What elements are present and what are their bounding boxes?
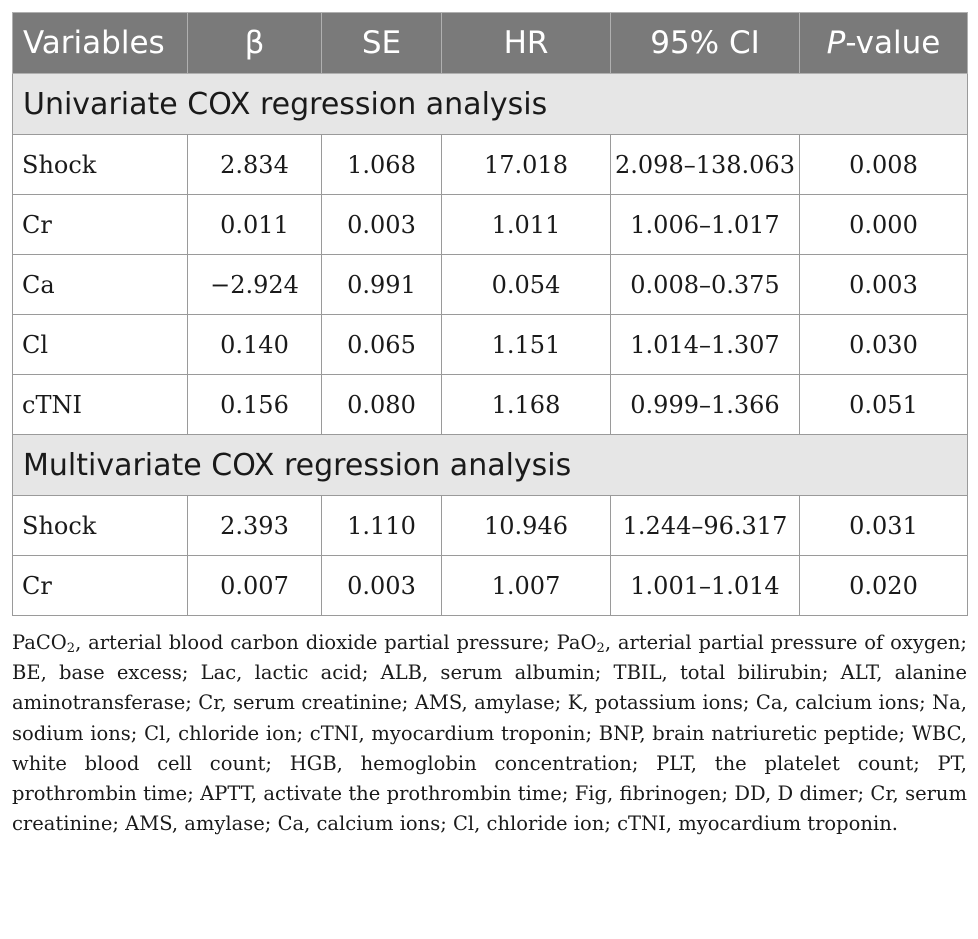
- section-row-multivariate: [13, 435, 968, 496]
- cell-ci: 0.999–1.366: [611, 375, 800, 435]
- footnote-subscript: 2: [66, 641, 76, 656]
- cell-p-value: 0.008: [800, 135, 968, 195]
- cell-hr: 1.011: [442, 195, 611, 255]
- cell-p-value: 0.030: [800, 315, 968, 375]
- cell-variable: Cl: [13, 315, 188, 375]
- section-title-multivariate: Multivariate COX regression analysis: [13, 435, 968, 496]
- cell-hr: 1.151: [442, 315, 611, 375]
- cell-variable: Ca: [13, 255, 188, 315]
- cell-se: 0.065: [322, 315, 442, 375]
- cell-variable: Cr: [13, 556, 188, 616]
- cell-p-value: 0.000: [800, 195, 968, 255]
- cell-p-value: 0.031: [800, 496, 968, 556]
- header-se: SE: [322, 13, 442, 74]
- cell-se: 1.110: [322, 496, 442, 556]
- cell-se: 0.991: [322, 255, 442, 315]
- cell-se: 1.068: [322, 135, 442, 195]
- table-row: [13, 135, 968, 195]
- section-row-univariate: [13, 74, 968, 135]
- cell-ci: 1.244–96.317: [611, 496, 800, 556]
- cell-beta: 0.011: [188, 195, 322, 255]
- cell-beta: −2.924: [188, 255, 322, 315]
- header-hr: HR: [442, 13, 611, 74]
- cell-se: 0.003: [322, 195, 442, 255]
- cell-se: 0.003: [322, 556, 442, 616]
- table-row: [13, 255, 968, 315]
- cell-variable: Shock: [13, 496, 188, 556]
- table-row: [13, 375, 968, 435]
- table-row: [13, 556, 968, 616]
- footnote-text: , arterial blood carbon dioxide partial pressure; PaO: [75, 631, 597, 654]
- footnote-paco: PaCO: [12, 631, 67, 654]
- cox-regression-table-container: [12, 12, 967, 859]
- table-row: [13, 496, 968, 556]
- cell-beta: 0.140: [188, 315, 322, 375]
- cell-variable: Shock: [13, 135, 188, 195]
- section-title-univariate: Univariate COX regression analysis: [13, 74, 968, 135]
- cell-p-value: 0.020: [800, 556, 968, 616]
- cell-ci: 1.014–1.307: [611, 315, 800, 375]
- cox-regression-table: [12, 12, 968, 616]
- table-row: [13, 315, 968, 375]
- footnote-text: , arterial partial pressure of oxygen; BE, base excess; Lac, lactic acid; ALB, serum albumin; TBIL, total bilirubin; ALT, alanine aminotransferase; Cr, serum creatinine; AMS, amylase; K, potassium ions; Ca, calcium ions; Na, sodium ions; Cl, chloride ion; cTNI, myocardium troponin; BNP, brain natriuretic peptide; WBC, white blood cell count; HGB, hemoglobin concentration; PLT, the platelet count; PT, prothrombin time; APTT, activate the prothrombin time; Fig, fibrinogen; DD, D dimer; Cr, serum creatinine; AMS, amylase; Ca, calcium ions; Cl, chloride ion; cTNI, myocardium troponin.: [12, 631, 967, 836]
- cell-beta: 0.156: [188, 375, 322, 435]
- header-p-italic: P: [826, 25, 846, 61]
- cell-hr: 1.168: [442, 375, 611, 435]
- header-beta: β: [188, 13, 322, 74]
- cell-p-value: 0.003: [800, 255, 968, 315]
- footnote-subscript: 2: [596, 641, 605, 656]
- cell-hr: 0.054: [442, 255, 611, 315]
- cell-ci: 1.001–1.014: [611, 556, 800, 616]
- cell-p-value: 0.051: [800, 375, 968, 435]
- cell-ci: 0.008–0.375: [611, 255, 800, 315]
- table-row: [13, 195, 968, 255]
- cell-hr: 1.007: [442, 556, 611, 616]
- cell-beta: 2.834: [188, 135, 322, 195]
- cell-variable: Cr: [13, 195, 188, 255]
- cell-hr: 10.946: [442, 496, 611, 556]
- cell-variable: cTNI: [13, 375, 188, 435]
- cell-beta: 0.007: [188, 556, 322, 616]
- cell-ci: 2.098–138.063: [611, 135, 800, 195]
- header-p-value: [800, 13, 968, 74]
- cell-hr: 17.018: [442, 135, 611, 195]
- header-ci: 95% CI: [611, 13, 800, 74]
- header-variables: Variables: [13, 13, 188, 74]
- cell-beta: 2.393: [188, 496, 322, 556]
- table-footnote: [12, 628, 967, 839]
- cell-ci: 1.006–1.017: [611, 195, 800, 255]
- cell-se: 0.080: [322, 375, 442, 435]
- header-p-rest: -value: [845, 25, 941, 61]
- header-row: [13, 13, 968, 74]
